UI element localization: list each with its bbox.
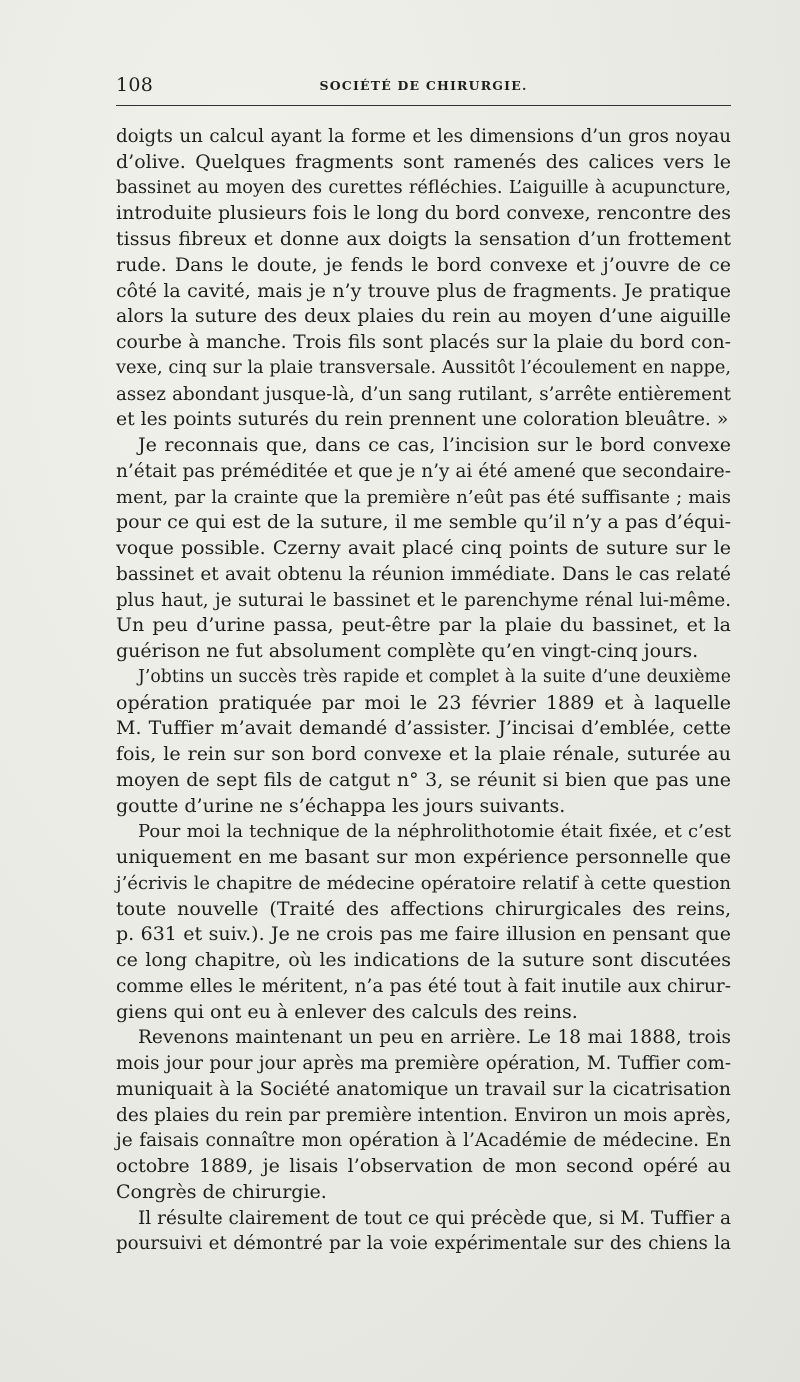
text-line: uniquement en me basant sur mon expérience personnelle que	[116, 846, 731, 868]
text-line: Il résulte clairement de tout ce qui précède que, si M. Tuffier a	[138, 1207, 731, 1229]
text-line: ment, par la crainte que la première n’eût pas été suffisante ; mais	[116, 486, 731, 508]
text-line: Pour moi la technique de la néphrolithotomie était fixée, et c’est	[138, 821, 731, 843]
text-line: mois jour pour jour après ma première opération, M. Tuffier com-	[116, 1053, 731, 1074]
text-line: plus haut, je suturai le bassinet et le parenchyme rénal lui-même.	[116, 589, 731, 611]
text-line: muniquait à la Société anatomique un travail sur la cicatrisation	[116, 1078, 731, 1100]
text-line: goutte d’urine ne s’échappa les jours suivants.	[116, 794, 566, 817]
text-line: bassinet et avait obtenu la réunion immédiate. Dans le cas relaté	[116, 563, 731, 585]
text-line: Un peu d’urine passa, peut-être par la plaie du bassinet, et la	[116, 614, 731, 637]
text-line: Congrès de chirurgie.	[116, 1180, 327, 1203]
text-line: p. 631 et suiv.). Je ne crois pas me faire illusion en pensant que	[116, 923, 731, 946]
text-line: pour ce qui est de la suture, il me semble qu’il n’y a pas d’équi-	[116, 511, 731, 534]
text-line: je faisais connaître mon opération à l’Académie de médecine. En	[116, 1130, 731, 1152]
page-number: 108	[116, 74, 154, 96]
text-line: alors la suture des deux plaies du rein au moyen d’une aiguille	[116, 305, 731, 328]
text-line: opération pratiquée par moi le 23 février 1889 et à laquelle	[116, 691, 731, 714]
text-line: vexe, cinq sur la plaie transversale. Aussitôt l’écoulement en nappe,	[116, 357, 731, 378]
text-line: poursuivi et démontré par la voie expérimentale sur des chiens la	[116, 1233, 731, 1255]
text-line: octobre 1889, je lisais l’observation de mon second opéré au	[116, 1155, 731, 1177]
text-line: tissus fibreux et donne aux doigts la sensation d’un frottement	[116, 228, 731, 250]
text-line: n’était pas préméditée et que je n’y ai été amené que secondaire-	[116, 460, 731, 482]
running-title: SOCIÉTÉ DE CHIRURGIE.	[319, 78, 528, 93]
body-text	[116, 124, 731, 1257]
text-line: des plaies du rein par première intention. Environ un mois après,	[116, 1104, 732, 1126]
header-rule	[116, 105, 731, 106]
text-line: guérison ne fut absolument complète qu’en vingt-cinq jours.	[116, 640, 699, 662]
text-line: j’écrivis le chapitre de médecine opératoire relatif à cette question	[116, 872, 731, 894]
text-line: doigts un calcul ayant la forme et les dimensions d’un gros noyau	[116, 126, 731, 147]
text-line: ce long chapitre, où les indications de la suture sont discutées	[116, 949, 731, 971]
text-line: M. Tuffier m’avait demandé d’assister. J’incisai d’emblée, cette	[116, 717, 731, 740]
text-line: voque possible. Czerny avait placé cinq points de suture sur le	[116, 537, 731, 559]
running-header	[116, 74, 731, 100]
text-line: giens qui ont eu à enlever des calculs des reins.	[116, 1000, 578, 1023]
text-line: Revenons maintenant un peu en arrière. Le 18 mai 1888, trois	[138, 1027, 731, 1049]
text-line: et les points suturés du rein prennent une coloration bleuâtre. »	[116, 409, 729, 431]
text-line: toute nouvelle (Traité des affections chirurgicales des reins,	[116, 897, 731, 920]
text-line: courbe à manche. Trois fils sont placés sur la plaie du bord con-	[116, 332, 731, 353]
text-line: rude. Dans le doute, je fends le bord convexe et j’ouvre de ce	[116, 253, 731, 276]
text-line: fois, le rein sur son bord convexe et la plaie rénale, suturée au	[116, 743, 731, 765]
text-line: J’obtins un succès très rapide et complet à la suite d’une deuxième	[138, 666, 731, 687]
text-line: comme elles le méritent, n’a pas été tout à fait inutile aux chirur-	[116, 975, 731, 997]
text-line: côté la cavité, mais je n’y trouve plus de fragments. Je pratique	[116, 279, 731, 302]
text-line: Je reconnais que, dans ce cas, l’incision sur le bord convexe	[138, 434, 731, 456]
book-page	[116, 0, 731, 1382]
text-line: introduite plusieurs fois le long du bord convexe, rencontre des	[116, 202, 731, 225]
text-line: d’olive. Quelques fragments sont ramenés des calices vers le	[116, 150, 731, 173]
text-line: moyen de sept fils de catgut n° 3, se réunit si bien que pas une	[116, 768, 731, 791]
text-line: assez abondant jusque-là, d’un sang rutilant, s’arrête entièrement	[116, 383, 731, 405]
text-line: bassinet au moyen des curettes réfléchies. L’aiguille à acupuncture,	[116, 177, 731, 198]
